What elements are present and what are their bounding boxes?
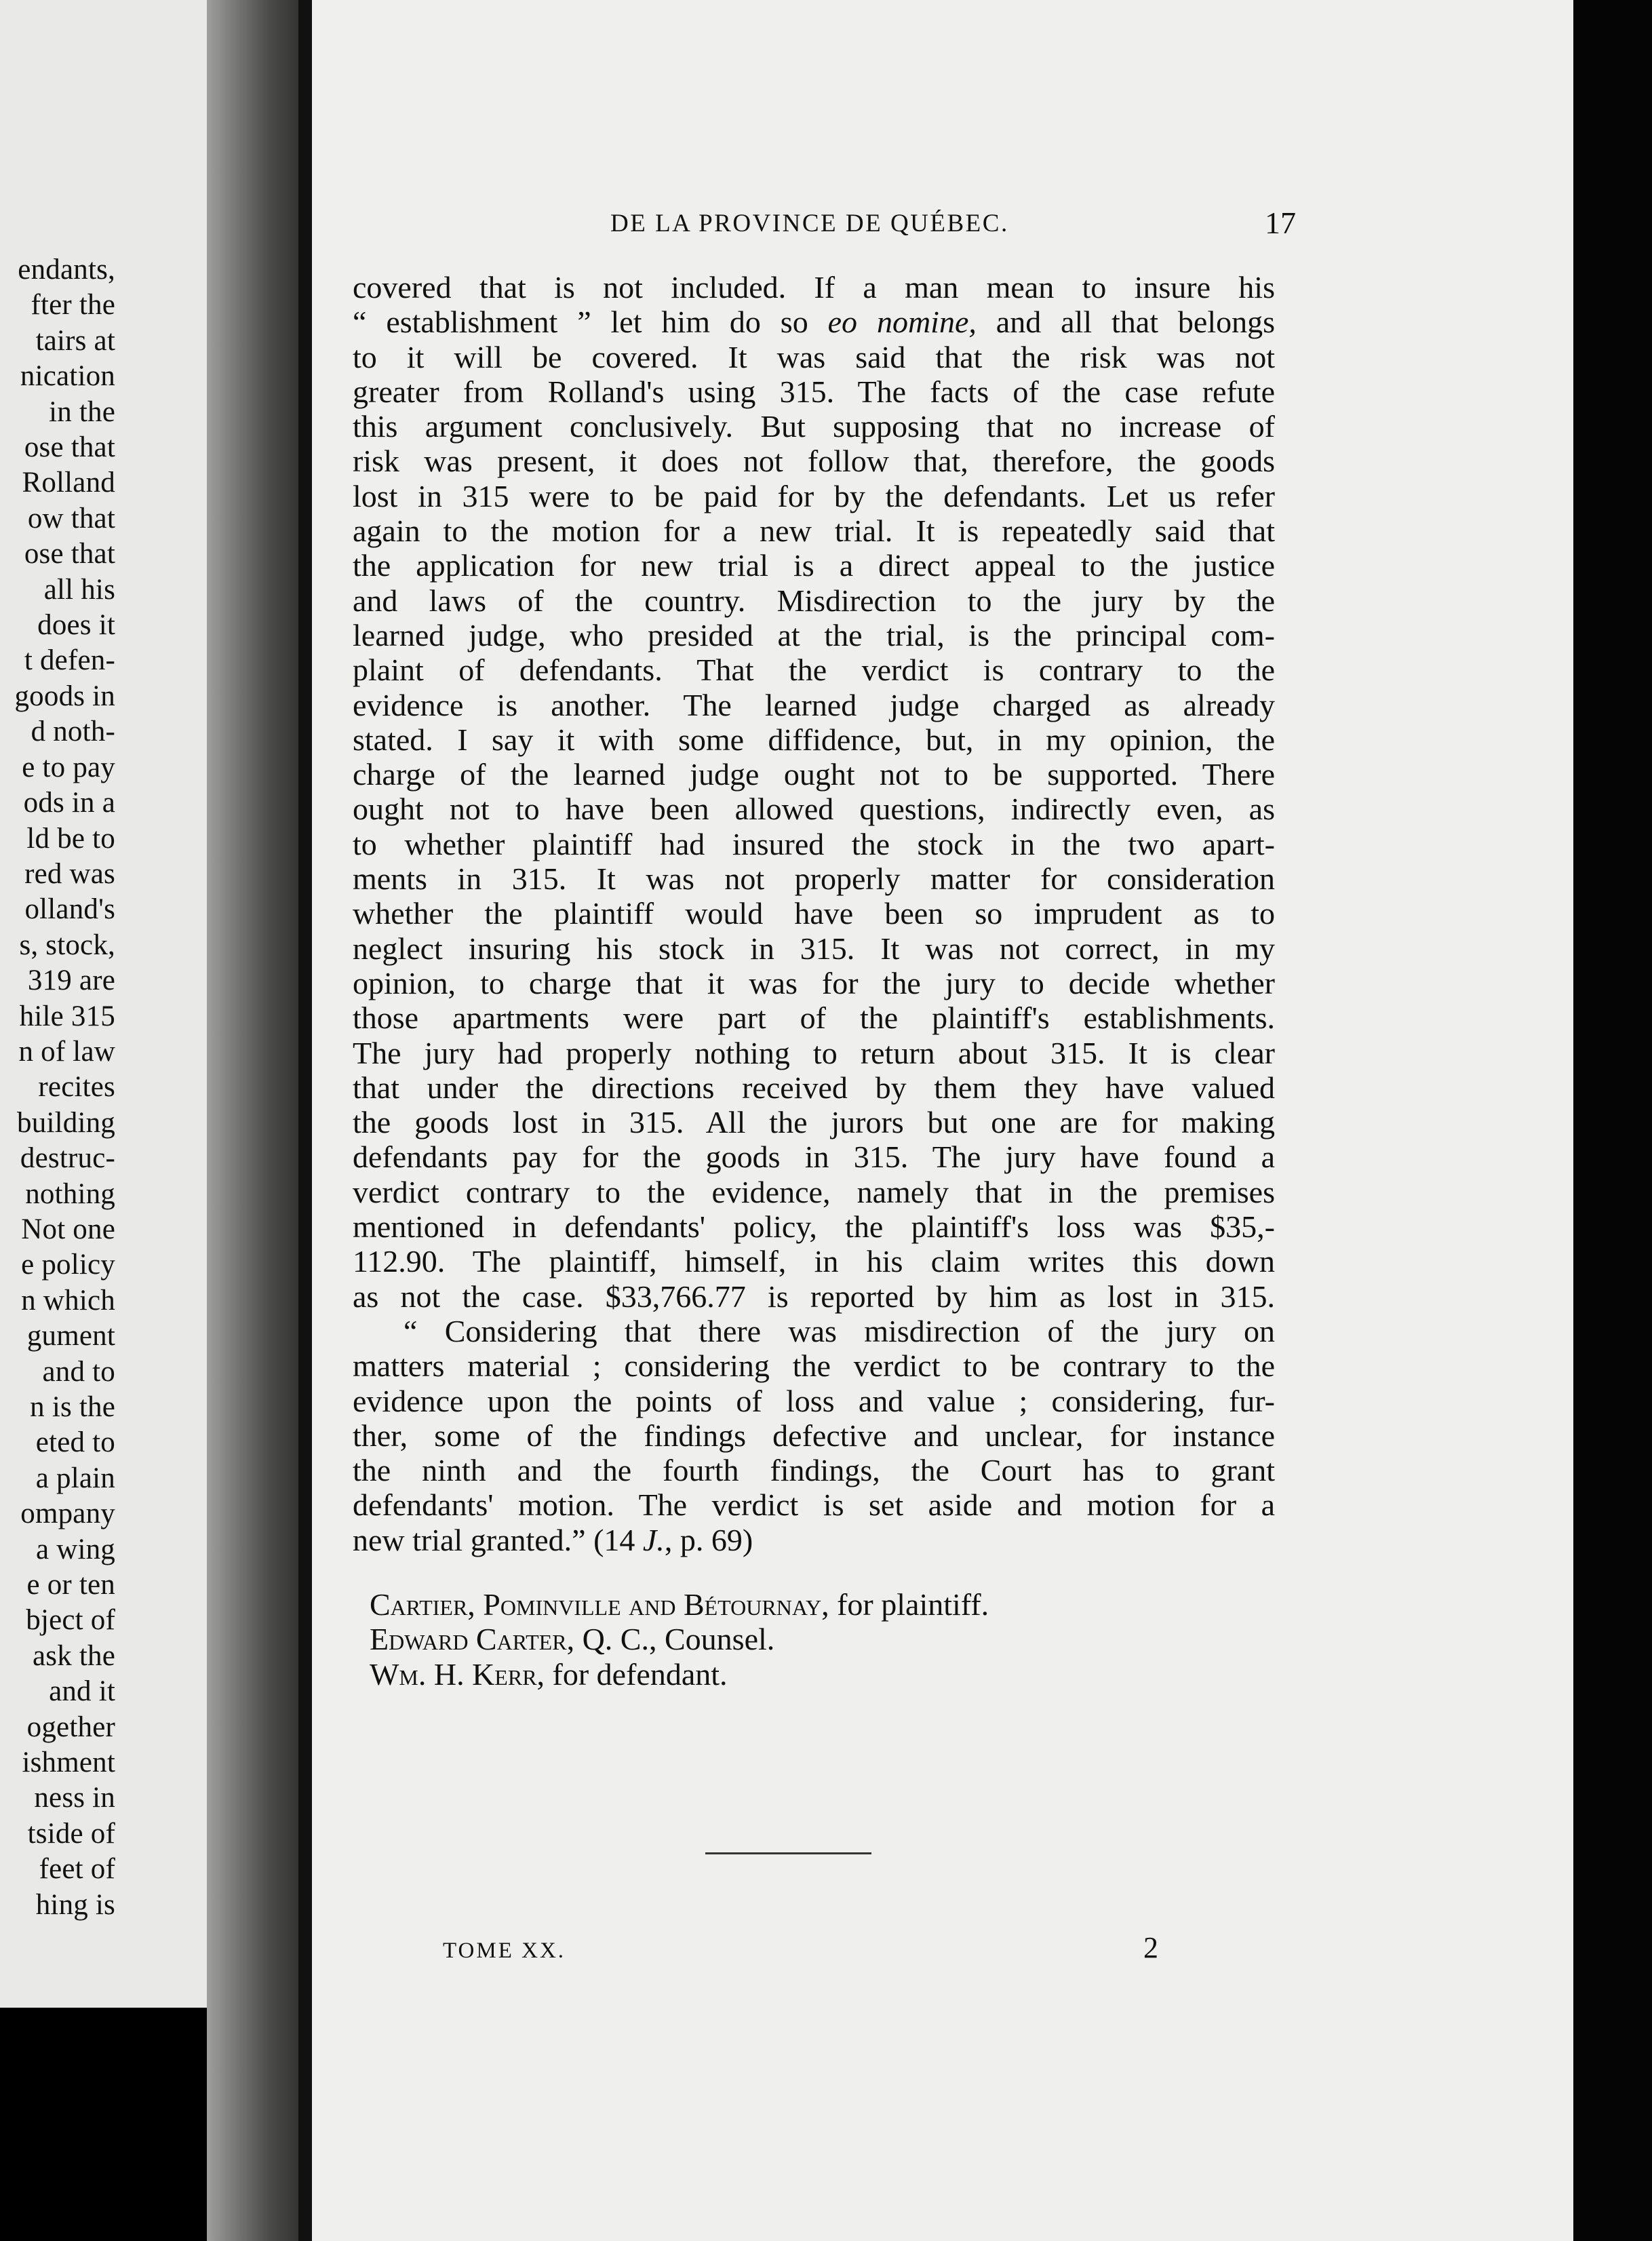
counsel-defendant (370, 1657, 989, 1692)
left-page-line: e or ten (26, 1569, 115, 1601)
left-page-line: n of law (18, 1035, 115, 1068)
text-line: covered that is not included. If a man mean to insure his (353, 270, 1275, 305)
text-line: 112.90. The plaintiff, himself, in his claim writes this down (353, 1244, 1275, 1279)
text-line: stated. I say it with some diffidence, but, in my opinion, the (353, 722, 1275, 757)
text-line: matters material ; considering the verdict to be contrary to the (353, 1348, 1275, 1384)
left-page-line: ogether (26, 1711, 115, 1743)
left-page-line: nothing (25, 1177, 115, 1210)
gutter-shadow (298, 0, 312, 2241)
text-line: the application for new trial is a direct appeal to the justice (353, 548, 1275, 583)
left-page-line: recites (38, 1071, 115, 1104)
left-page-line: and to (42, 1355, 115, 1388)
left-page-line: olland's (24, 893, 115, 926)
tome-label: TOME XX. (443, 1938, 566, 1963)
text-line: risk was present, it does not follow that, therefore, the goods (353, 444, 1275, 479)
left-page-line: hing is (35, 1888, 115, 1921)
left-page-line: gument (26, 1320, 115, 1352)
text-line: evidence is another. The learned judge charged as already (353, 687, 1275, 722)
text-line (353, 1523, 1275, 1557)
left-page-line: ask the (32, 1639, 115, 1672)
book-gutter (207, 0, 312, 2241)
left-page-line: a wing (35, 1533, 115, 1565)
left-page-line: ompany (20, 1498, 115, 1530)
counsel-role: for defendant. (552, 1656, 728, 1692)
left-page-line: ld be to (26, 822, 115, 855)
left-page-line: ow that (27, 502, 115, 534)
text-line: the ninth and the fourth findings, the Court has to grant (353, 1453, 1275, 1488)
counsel-senior (370, 1622, 989, 1656)
left-page-line: e policy (21, 1249, 115, 1281)
text-line: to whether plaintiff had insured the stock in the two apart- (353, 826, 1275, 861)
italic-term: J. (642, 1522, 665, 1557)
left-page-line: all his (43, 573, 115, 606)
left-page-line: ose that (24, 538, 115, 570)
left-page-line: endants, (18, 254, 115, 286)
body-text (353, 270, 1275, 1557)
left-page-line: nication (20, 360, 115, 393)
left-page-line: tairs at (35, 324, 115, 357)
scan-border (1573, 0, 1652, 2241)
left-page-line: red was (24, 857, 115, 890)
text-run: , p. 69) (664, 1522, 753, 1557)
text-run: new trial granted.” (14 (353, 1522, 635, 1557)
left-page-line: ishment (22, 1747, 115, 1779)
counsel-role: Q. C., Counsel. (582, 1622, 775, 1657)
text-line: ments in 315. It was not properly matter for consideration (353, 861, 1275, 897)
text-line: mentioned in defendants' policy, the plaintiff's loss was $35,- (353, 1209, 1275, 1245)
text-line: ought not to have been allowed questions, indirectly even, as (353, 792, 1275, 827)
text-line: defendants' motion. The verdict is set aside and motion for a (353, 1487, 1275, 1523)
text-line: verdict contrary to the evidence, namely that in the premises (353, 1174, 1275, 1209)
text-line: and laws of the country. Misdirection to the jury by the (353, 583, 1275, 618)
left-page-line: 319 are (27, 964, 115, 997)
left-page-line: goods in (14, 680, 115, 712)
text-line: The jury had properly nothing to return about 315. It is clear (353, 1035, 1275, 1070)
left-page-line: building (17, 1106, 115, 1139)
text-line: this argument conclusively. But supposing that no increase of (353, 409, 1275, 444)
main-page (312, 0, 1573, 2241)
left-page-line: destruc- (20, 1142, 115, 1175)
text-line: evidence upon the points of loss and value ; considering, fur- (353, 1383, 1275, 1418)
left-page-line: t defen- (24, 644, 115, 677)
italic-term: eo nomine, (827, 305, 977, 340)
text-line: whether the plaintiff would have been so imprudent as to (353, 896, 1275, 931)
counsel-role: for plaintiff. (837, 1587, 989, 1622)
left-page-line: a plain (35, 1462, 115, 1494)
text-line: “ Considering that there was misdirection of the jury on (404, 1313, 1275, 1348)
section-divider (705, 1852, 871, 1854)
left-page-line: in the (49, 395, 115, 428)
text-line: to it will be covered. It was said that the risk was not (353, 339, 1275, 374)
counsel-name: Cartier, Pominville and Bétournay, (370, 1587, 829, 1622)
left-page-line: ods in a (23, 787, 115, 819)
left-page-line: d noth- (31, 716, 115, 748)
left-page-line: s, stock, (19, 929, 115, 961)
text-line: lost in 315 were to be paid for by the defendants. Let us refer (353, 478, 1275, 513)
counsel-plaintiff (370, 1587, 989, 1622)
counsel-name: Edward Carter, (370, 1622, 575, 1657)
left-page-line: Rolland (22, 467, 115, 499)
left-page-line: hile 315 (19, 1000, 115, 1032)
left-page-line: ose that (24, 431, 115, 464)
text-line: greater from Rolland's using 315. The facts of the case refute (353, 374, 1275, 409)
text-line (353, 305, 1275, 339)
left-page-line: and it (49, 1675, 115, 1708)
page-header (312, 206, 1573, 250)
left-page-line: tside of (27, 1817, 115, 1850)
text-line: neglect insuring his stock in 315. It was not correct, in my (353, 931, 1275, 966)
text-line: plaint of defendants. That the verdict is contrary to the (353, 652, 1275, 688)
text-line: ther, some of the findings defective and unclear, for instance (353, 1418, 1275, 1453)
text-line: defendants pay for the goods in 315. The jury have found a (353, 1139, 1275, 1175)
left-page-line: feet of (39, 1853, 115, 1886)
text-line: opinion, to charge that it was for the jury to decide whether (353, 965, 1275, 1000)
left-page-line: eted to (35, 1426, 115, 1459)
left-page-line: bject of (26, 1604, 115, 1637)
text-run: “ establishment ” let him do so (353, 305, 808, 340)
page-number: 17 (1265, 206, 1296, 240)
text-line: as not the case. $33,766.77 is reported by him as lost in 315. (353, 1279, 1275, 1314)
left-page-text (14, 252, 115, 1923)
text-line: those apartments were part of the plaintiff's establishments. (353, 1000, 1275, 1036)
counsel-block (370, 1587, 989, 1692)
text-line: the goods lost in 315. All the jurors but one are for making (353, 1105, 1275, 1140)
left-page-line: n which (21, 1284, 115, 1317)
left-page-line: e to pay (22, 751, 115, 783)
text-line: learned judge, who presided at the trial, is the principal com- (353, 617, 1275, 652)
left-page-line: does it (37, 609, 115, 642)
text-line: charge of the learned judge ought not to be supported. There (353, 757, 1275, 792)
left-page-line: ness in (34, 1782, 115, 1814)
running-head: DE LA PROVINCE DE QUÉBEC. (610, 210, 1009, 237)
left-facing-page (0, 0, 207, 2008)
text-run: and all that belongs (996, 305, 1276, 340)
text-line: that under the directions received by them they have valued (353, 1070, 1275, 1105)
left-page-line: n is the (30, 1391, 115, 1423)
left-page-line: fter the (31, 289, 115, 321)
text-line: again to the motion for a new trial. It is repeatedly said that (353, 513, 1275, 549)
left-page-line: Not one (21, 1213, 115, 1245)
signature-mark: 2 (1143, 1931, 1158, 1964)
counsel-name: Wm. H. Kerr, (370, 1656, 545, 1692)
